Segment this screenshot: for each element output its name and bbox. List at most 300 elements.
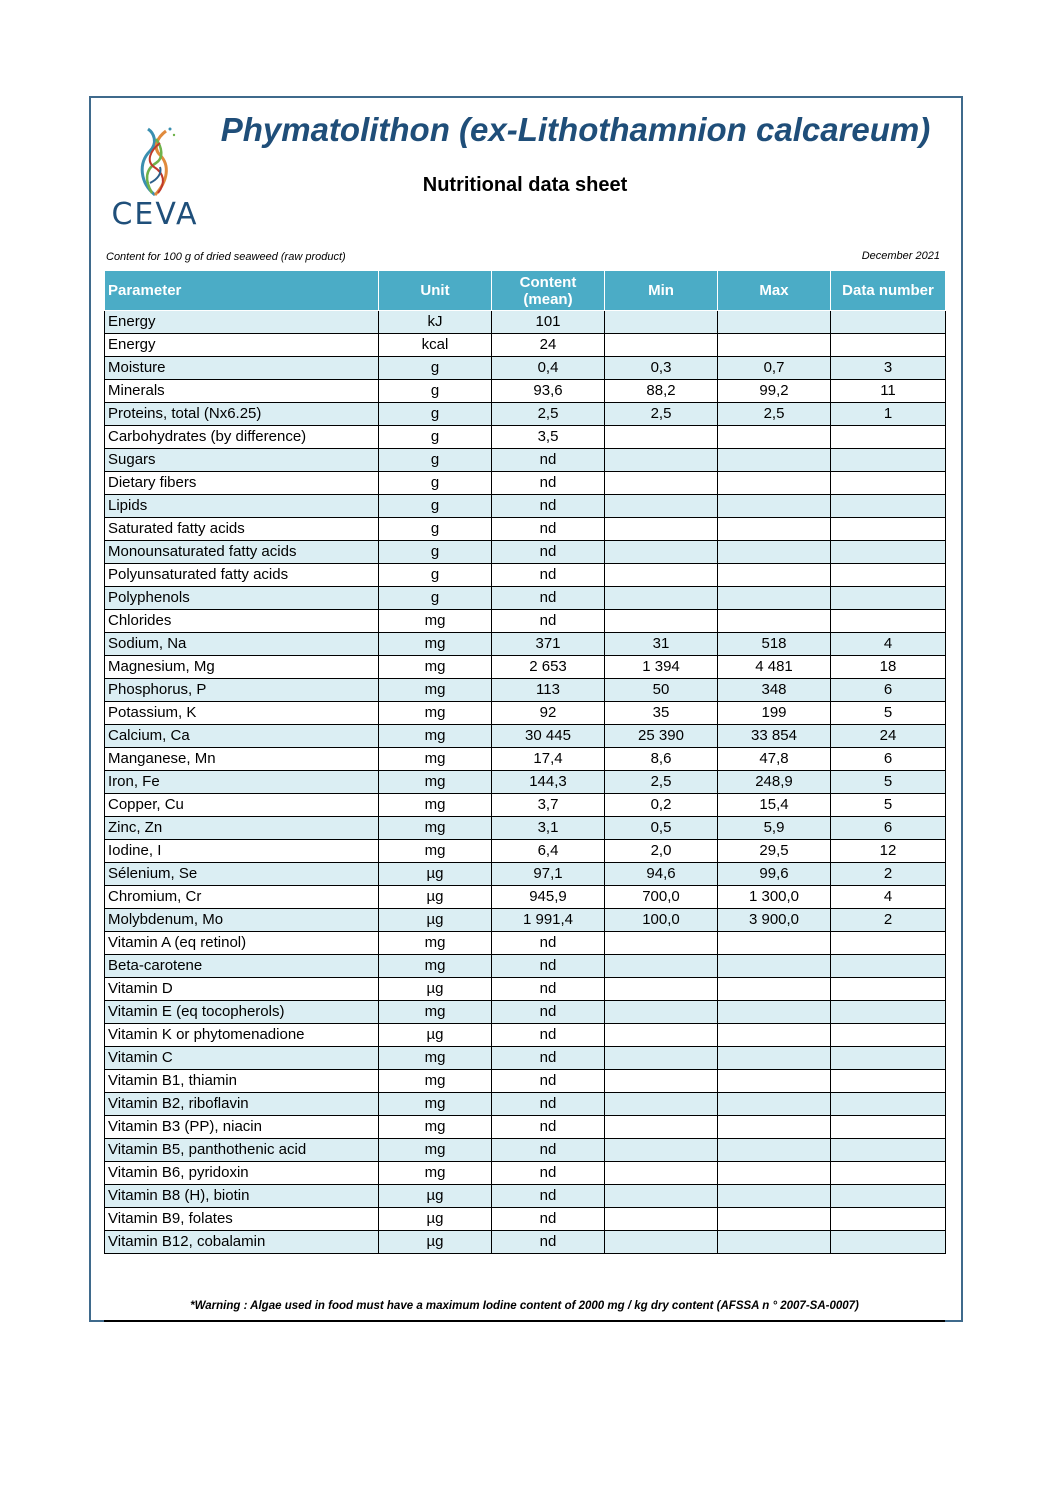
min-cell xyxy=(605,311,718,334)
max-cell xyxy=(718,1093,831,1116)
parameter-cell: Vitamin B5, panthothenic acid xyxy=(105,1139,379,1162)
min-cell: 94,6 xyxy=(605,863,718,886)
unit-cell: mg xyxy=(379,656,492,679)
max-cell: 248,9 xyxy=(718,771,831,794)
column-header-data-number: Data number xyxy=(831,271,946,311)
parameter-cell: Vitamin D xyxy=(105,978,379,1001)
content-cell: nd xyxy=(492,564,605,587)
table-row xyxy=(105,771,946,794)
min-cell: 2,0 xyxy=(605,840,718,863)
parameter-cell: Vitamin B2, riboflavin xyxy=(105,1093,379,1116)
min-cell: 100,0 xyxy=(605,909,718,932)
min-cell xyxy=(605,1093,718,1116)
content-cell: 24 xyxy=(492,334,605,357)
min-cell xyxy=(605,334,718,357)
unit-cell: mg xyxy=(379,1139,492,1162)
content-cell: nd xyxy=(492,1093,605,1116)
data-number-cell xyxy=(831,1001,946,1024)
min-cell xyxy=(605,932,718,955)
unit-cell: mg xyxy=(379,794,492,817)
data-number-cell xyxy=(831,449,946,472)
min-cell: 1 394 xyxy=(605,656,718,679)
table-row xyxy=(105,1047,946,1070)
max-cell: 348 xyxy=(718,679,831,702)
content-cell: nd xyxy=(492,1162,605,1185)
table-row xyxy=(105,656,946,679)
parameter-cell: Dietary fibers xyxy=(105,472,379,495)
min-cell xyxy=(605,587,718,610)
parameter-cell: Manganese, Mn xyxy=(105,748,379,771)
table-row xyxy=(105,702,946,725)
table-row xyxy=(105,1231,946,1254)
min-cell xyxy=(605,1116,718,1139)
parameter-cell: Magnesium, Mg xyxy=(105,656,379,679)
min-cell: 0,3 xyxy=(605,357,718,380)
data-number-cell: 5 xyxy=(831,771,946,794)
max-cell xyxy=(718,610,831,633)
data-number-cell xyxy=(831,426,946,449)
table-row xyxy=(105,587,946,610)
parameter-cell: Iodine, I xyxy=(105,840,379,863)
content-cell: nd xyxy=(492,955,605,978)
min-cell: 8,6 xyxy=(605,748,718,771)
content-cell: 17,4 xyxy=(492,748,605,771)
table-row xyxy=(105,840,946,863)
data-number-cell: 2 xyxy=(831,909,946,932)
table-row xyxy=(105,932,946,955)
parameter-cell: Saturated fatty acids xyxy=(105,518,379,541)
content-cell: nd xyxy=(492,978,605,1001)
unit-cell: mg xyxy=(379,702,492,725)
max-cell xyxy=(718,1024,831,1047)
min-cell: 700,0 xyxy=(605,886,718,909)
min-cell xyxy=(605,1208,718,1231)
parameter-cell: Copper, Cu xyxy=(105,794,379,817)
max-cell: 15,4 xyxy=(718,794,831,817)
data-number-cell xyxy=(831,1116,946,1139)
data-number-cell xyxy=(831,1208,946,1231)
content-cell: nd xyxy=(492,932,605,955)
min-cell: 25 390 xyxy=(605,725,718,748)
min-cell xyxy=(605,1047,718,1070)
nutrition-table xyxy=(104,270,946,1254)
min-cell xyxy=(605,955,718,978)
content-cell: nd xyxy=(492,1139,605,1162)
max-cell: 99,2 xyxy=(718,380,831,403)
unit-cell: mg xyxy=(379,1047,492,1070)
min-cell xyxy=(605,472,718,495)
min-cell: 0,5 xyxy=(605,817,718,840)
content-cell: nd xyxy=(492,610,605,633)
unit-cell: mg xyxy=(379,1070,492,1093)
table-row xyxy=(105,518,946,541)
column-header-parameter: Parameter xyxy=(105,271,379,311)
content-cell: 30 445 xyxy=(492,725,605,748)
table-row xyxy=(105,1208,946,1231)
table-row xyxy=(105,863,946,886)
data-number-cell xyxy=(831,1024,946,1047)
content-cell: nd xyxy=(492,449,605,472)
table-row xyxy=(105,495,946,518)
content-cell: 92 xyxy=(492,702,605,725)
parameter-cell: Calcium, Ca xyxy=(105,725,379,748)
unit-cell: mg xyxy=(379,955,492,978)
data-number-cell: 6 xyxy=(831,817,946,840)
max-cell xyxy=(718,955,831,978)
content-note: Content for 100 g of dried seaweed (raw product) xyxy=(106,251,346,263)
data-number-cell: 12 xyxy=(831,840,946,863)
min-cell xyxy=(605,1162,718,1185)
content-cell: 3,7 xyxy=(492,794,605,817)
content-cell: 97,1 xyxy=(492,863,605,886)
max-cell xyxy=(718,1139,831,1162)
min-cell xyxy=(605,541,718,564)
max-cell xyxy=(718,449,831,472)
unit-cell: mg xyxy=(379,771,492,794)
parameter-cell: Vitamin E (eq tocopherols) xyxy=(105,1001,379,1024)
min-cell xyxy=(605,1231,718,1254)
parameter-cell: Vitamin B8 (H), biotin xyxy=(105,1185,379,1208)
parameter-cell: Vitamin A (eq retinol) xyxy=(105,932,379,955)
data-number-cell: 24 xyxy=(831,725,946,748)
unit-cell: µg xyxy=(379,863,492,886)
data-number-cell xyxy=(831,495,946,518)
max-cell xyxy=(718,1231,831,1254)
unit-cell: mg xyxy=(379,748,492,771)
parameter-cell: Proteins, total (Nx6.25) xyxy=(105,403,379,426)
content-cell: nd xyxy=(492,1070,605,1093)
unit-cell: mg xyxy=(379,1116,492,1139)
table-row xyxy=(105,886,946,909)
unit-cell: g xyxy=(379,380,492,403)
table-row xyxy=(105,610,946,633)
table-row xyxy=(105,334,946,357)
unit-cell: mg xyxy=(379,610,492,633)
data-number-cell: 4 xyxy=(831,886,946,909)
unit-cell: mg xyxy=(379,1093,492,1116)
content-cell: 945,9 xyxy=(492,886,605,909)
table-row xyxy=(105,1185,946,1208)
min-cell: 50 xyxy=(605,679,718,702)
parameter-cell: Iron, Fe xyxy=(105,771,379,794)
max-cell: 518 xyxy=(718,633,831,656)
content-cell: 101 xyxy=(492,311,605,334)
max-cell xyxy=(718,518,831,541)
content-cell: 113 xyxy=(492,679,605,702)
table-row xyxy=(105,449,946,472)
max-cell xyxy=(718,311,831,334)
table-header-row xyxy=(105,271,946,311)
max-cell xyxy=(718,978,831,1001)
unit-cell: g xyxy=(379,449,492,472)
table-row xyxy=(105,311,946,334)
data-number-cell xyxy=(831,472,946,495)
parameter-cell: Minerals xyxy=(105,380,379,403)
parameter-cell: Vitamin B6, pyridoxin xyxy=(105,1162,379,1185)
parameter-cell: Vitamin B9, folates xyxy=(105,1208,379,1231)
content-cell: nd xyxy=(492,1231,605,1254)
content-cell: 93,6 xyxy=(492,380,605,403)
data-number-cell: 3 xyxy=(831,357,946,380)
unit-cell: kcal xyxy=(379,334,492,357)
max-cell xyxy=(718,1047,831,1070)
unit-cell: µg xyxy=(379,909,492,932)
table-row xyxy=(105,1116,946,1139)
max-cell xyxy=(718,1116,831,1139)
data-number-cell: 6 xyxy=(831,679,946,702)
content-cell: nd xyxy=(492,1208,605,1231)
data-number-cell xyxy=(831,1162,946,1185)
page-title: Phymatolithon (ex-Lithothamnion calcareum) xyxy=(220,111,931,148)
column-header-content: Content (mean) xyxy=(492,271,605,311)
content-cell: 1 991,4 xyxy=(492,909,605,932)
parameter-cell: Sélenium, Se xyxy=(105,863,379,886)
iodine-warning: *Warning : Algae used in food must have a maximum Iodine content of 2000 mg / kg dry content (AFSSA n ° 2007-SA-0007) xyxy=(190,1300,859,1312)
max-cell: 5,9 xyxy=(718,817,831,840)
min-cell xyxy=(605,564,718,587)
table-row xyxy=(105,748,946,771)
min-cell: 2,5 xyxy=(605,771,718,794)
max-cell: 47,8 xyxy=(718,748,831,771)
min-cell xyxy=(605,1139,718,1162)
unit-cell: µg xyxy=(379,886,492,909)
table-row xyxy=(105,679,946,702)
data-number-cell: 4 xyxy=(831,633,946,656)
parameter-cell: Potassium, K xyxy=(105,702,379,725)
parameter-cell: Phosphorus, P xyxy=(105,679,379,702)
max-cell xyxy=(718,564,831,587)
data-number-cell xyxy=(831,955,946,978)
table-row xyxy=(105,380,946,403)
logo-text: CEVA xyxy=(111,197,199,232)
content-cell: nd xyxy=(492,518,605,541)
max-cell xyxy=(718,1162,831,1185)
parameter-cell: Vitamin B12, cobalamin xyxy=(105,1231,379,1254)
parameter-cell: Vitamin K or phytomenadione xyxy=(105,1024,379,1047)
content-cell: nd xyxy=(492,1001,605,1024)
parameter-cell: Polyphenols xyxy=(105,587,379,610)
content-cell: 2 653 xyxy=(492,656,605,679)
max-cell: 33 854 xyxy=(718,725,831,748)
max-cell xyxy=(718,1070,831,1093)
unit-cell: µg xyxy=(379,1208,492,1231)
max-cell: 1 300,0 xyxy=(718,886,831,909)
column-header-min: Min xyxy=(605,271,718,311)
unit-cell: mg xyxy=(379,1162,492,1185)
content-cell: 2,5 xyxy=(492,403,605,426)
parameter-cell: Energy xyxy=(105,311,379,334)
data-number-cell xyxy=(831,311,946,334)
min-cell xyxy=(605,1185,718,1208)
parameter-cell: Vitamin C xyxy=(105,1047,379,1070)
max-cell: 199 xyxy=(718,702,831,725)
sheet-date: December 2021 xyxy=(861,250,940,262)
table-row xyxy=(105,564,946,587)
data-number-cell xyxy=(831,1231,946,1254)
footer-divider xyxy=(104,1320,945,1322)
max-cell: 2,5 xyxy=(718,403,831,426)
content-cell: nd xyxy=(492,495,605,518)
column-header-max: Max xyxy=(718,271,831,311)
unit-cell: mg xyxy=(379,840,492,863)
unit-cell: mg xyxy=(379,679,492,702)
min-cell: 88,2 xyxy=(605,380,718,403)
unit-cell: g xyxy=(379,495,492,518)
max-cell xyxy=(718,932,831,955)
unit-cell: mg xyxy=(379,932,492,955)
data-number-cell xyxy=(831,1139,946,1162)
content-cell: nd xyxy=(492,541,605,564)
data-number-cell: 5 xyxy=(831,794,946,817)
unit-cell: g xyxy=(379,403,492,426)
parameter-cell: Beta-carotene xyxy=(105,955,379,978)
unit-cell: µg xyxy=(379,1185,492,1208)
content-cell: nd xyxy=(492,1047,605,1070)
parameter-cell: Molybdenum, Mo xyxy=(105,909,379,932)
content-cell: 3,1 xyxy=(492,817,605,840)
unit-cell: g xyxy=(379,426,492,449)
data-number-cell xyxy=(831,564,946,587)
min-cell xyxy=(605,610,718,633)
unit-cell: g xyxy=(379,587,492,610)
max-cell: 3 900,0 xyxy=(718,909,831,932)
unit-cell: g xyxy=(379,357,492,380)
unit-cell: µg xyxy=(379,1024,492,1047)
table-row xyxy=(105,955,946,978)
max-cell: 99,6 xyxy=(718,863,831,886)
min-cell: 31 xyxy=(605,633,718,656)
parameter-cell: Carbohydrates (by difference) xyxy=(105,426,379,449)
table-row xyxy=(105,541,946,564)
parameter-cell: Vitamin B1, thiamin xyxy=(105,1070,379,1093)
table-row xyxy=(105,426,946,449)
unit-cell: g xyxy=(379,541,492,564)
table-row xyxy=(105,1024,946,1047)
max-cell xyxy=(718,1208,831,1231)
max-cell xyxy=(718,426,831,449)
unit-cell: g xyxy=(379,472,492,495)
table-row xyxy=(105,978,946,1001)
unit-cell: g xyxy=(379,518,492,541)
parameter-cell: Zinc, Zn xyxy=(105,817,379,840)
max-cell: 0,7 xyxy=(718,357,831,380)
content-cell: nd xyxy=(492,1024,605,1047)
table-row xyxy=(105,403,946,426)
min-cell xyxy=(605,1070,718,1093)
parameter-cell: Energy xyxy=(105,334,379,357)
table-row xyxy=(105,725,946,748)
unit-cell: mg xyxy=(379,633,492,656)
page-subtitle: Nutritional data sheet xyxy=(422,174,628,196)
table-row xyxy=(105,633,946,656)
max-cell xyxy=(718,1001,831,1024)
min-cell xyxy=(605,1001,718,1024)
parameter-cell: Vitamin B3 (PP), niacin xyxy=(105,1116,379,1139)
data-number-cell: 11 xyxy=(831,380,946,403)
min-cell xyxy=(605,426,718,449)
parameter-cell: Monounsaturated fatty acids xyxy=(105,541,379,564)
data-number-cell xyxy=(831,334,946,357)
max-cell xyxy=(718,472,831,495)
table-row xyxy=(105,357,946,380)
max-cell xyxy=(718,334,831,357)
unit-cell: g xyxy=(379,564,492,587)
max-cell: 29,5 xyxy=(718,840,831,863)
table-row xyxy=(105,1162,946,1185)
data-number-cell xyxy=(831,1093,946,1116)
ceva-logo xyxy=(110,123,200,233)
data-number-cell xyxy=(831,932,946,955)
seaweed-logo-icon xyxy=(110,123,200,203)
table-row xyxy=(105,909,946,932)
data-number-cell: 2 xyxy=(831,863,946,886)
parameter-cell: Polyunsaturated fatty acids xyxy=(105,564,379,587)
content-cell: 144,3 xyxy=(492,771,605,794)
min-cell xyxy=(605,1024,718,1047)
table-row xyxy=(105,1070,946,1093)
min-cell: 0,2 xyxy=(605,794,718,817)
data-number-cell xyxy=(831,587,946,610)
table-row xyxy=(105,1139,946,1162)
table-row xyxy=(105,794,946,817)
data-number-cell xyxy=(831,1047,946,1070)
parameter-cell: Sodium, Na xyxy=(105,633,379,656)
data-number-cell xyxy=(831,978,946,1001)
max-cell xyxy=(718,1185,831,1208)
content-cell: nd xyxy=(492,1116,605,1139)
data-number-cell xyxy=(831,1185,946,1208)
min-cell xyxy=(605,449,718,472)
table-row xyxy=(105,1001,946,1024)
column-header-unit: Unit xyxy=(379,271,492,311)
max-cell xyxy=(718,541,831,564)
min-cell: 2,5 xyxy=(605,403,718,426)
content-cell: nd xyxy=(492,1185,605,1208)
unit-cell: mg xyxy=(379,817,492,840)
parameter-cell: Lipids xyxy=(105,495,379,518)
parameter-cell: Chromium, Cr xyxy=(105,886,379,909)
min-cell xyxy=(605,495,718,518)
max-cell xyxy=(718,587,831,610)
unit-cell: µg xyxy=(379,1231,492,1254)
parameter-cell: Sugars xyxy=(105,449,379,472)
table-row xyxy=(105,1093,946,1116)
data-number-cell xyxy=(831,518,946,541)
min-cell xyxy=(605,978,718,1001)
data-number-cell xyxy=(831,1070,946,1093)
content-cell: 6,4 xyxy=(492,840,605,863)
parameter-cell: Moisture xyxy=(105,357,379,380)
content-cell: nd xyxy=(492,587,605,610)
data-number-cell xyxy=(831,541,946,564)
content-cell: 0,4 xyxy=(492,357,605,380)
data-number-cell: 1 xyxy=(831,403,946,426)
parameter-cell: Chlorides xyxy=(105,610,379,633)
content-cell: 371 xyxy=(492,633,605,656)
table-row xyxy=(105,817,946,840)
unit-cell: mg xyxy=(379,1001,492,1024)
content-cell: 3,5 xyxy=(492,426,605,449)
max-cell xyxy=(718,495,831,518)
data-number-cell: 18 xyxy=(831,656,946,679)
max-cell: 4 481 xyxy=(718,656,831,679)
min-cell: 35 xyxy=(605,702,718,725)
table-row xyxy=(105,472,946,495)
data-number-cell: 6 xyxy=(831,748,946,771)
data-number-cell: 5 xyxy=(831,702,946,725)
content-cell: nd xyxy=(492,472,605,495)
unit-cell: kJ xyxy=(379,311,492,334)
